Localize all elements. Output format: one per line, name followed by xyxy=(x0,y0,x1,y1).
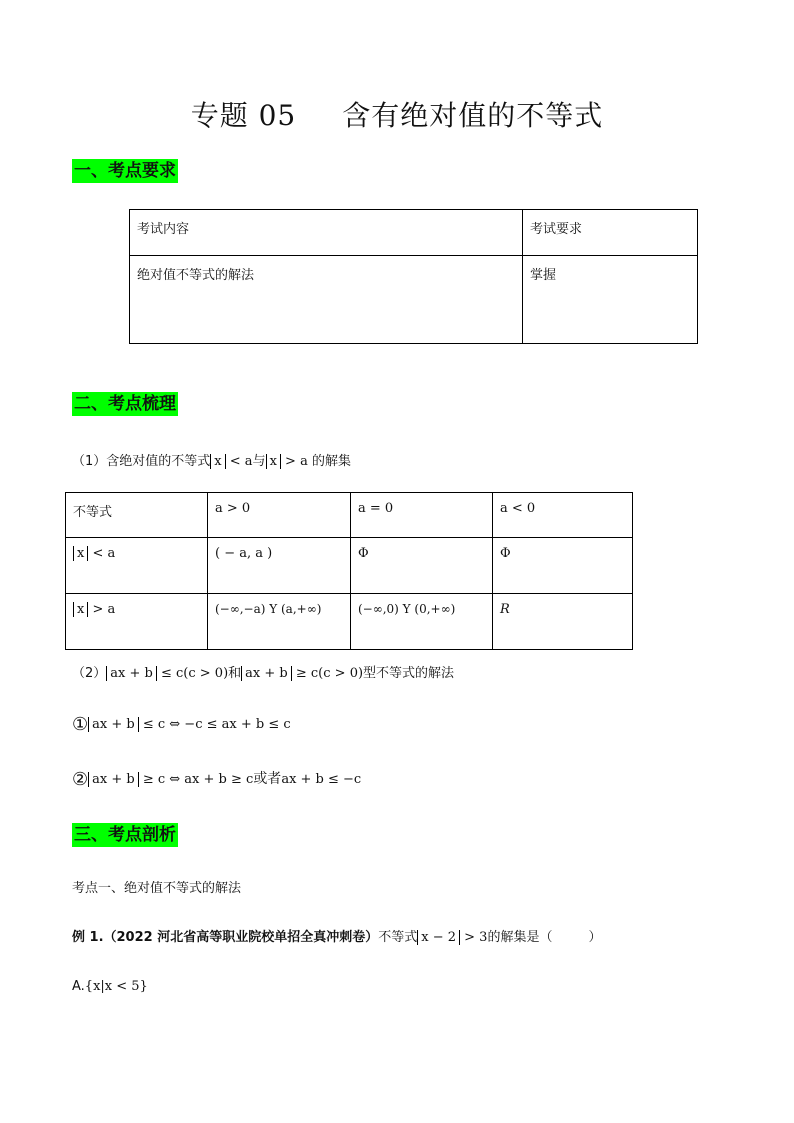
example-1: 例 1.（2022 河北省高等职业院校单招全真冲刺卷）不等式 x − 2 > 3的解集是（ ） xyxy=(72,930,602,945)
item-1-line: （1）含绝对值的不等式 x < a与 x > a 的解集 xyxy=(72,454,351,469)
sol-row1-ineq: x < a xyxy=(66,538,208,594)
req-cell-content: 绝对值不等式的解法 xyxy=(130,256,523,344)
title-part2: 含有绝对值的不等式 xyxy=(342,99,604,132)
req-cell-requirement: 掌握 xyxy=(523,256,698,344)
option-a: A.{x|x < 5} xyxy=(72,979,148,994)
sol-header-a-pos: a > 0 xyxy=(208,493,351,538)
sol-header-a-neg: a < 0 xyxy=(493,493,633,538)
sol-header-a-zero: a = 0 xyxy=(351,493,493,538)
section-heading-2: 二、考点梳理 xyxy=(74,394,176,414)
kaodian-1: 考点一、绝对值不等式的解法 xyxy=(72,881,242,896)
title-part1: 专题 05 xyxy=(190,99,297,132)
req-header-content: 考试内容 xyxy=(130,210,523,256)
item-2-line: （2） ax + b ≤ c(c > 0)和 ax + b ≥ c(c > 0)型不等式的解法 xyxy=(72,666,455,681)
sol-header-ineq: 不等式 xyxy=(66,493,208,538)
solution-set-table xyxy=(65,492,633,650)
section-heading-1: 一、考点要求 xyxy=(74,161,176,181)
sol-row2-a-neg: R xyxy=(493,594,633,650)
sol-row1-a-pos: ( − a, a ) xyxy=(208,538,351,594)
sol-row2-a-pos: (−∞,−a) Y (a,+∞) xyxy=(208,594,351,650)
req-header-requirement: 考试要求 xyxy=(523,210,698,256)
sol-row2-a-zero: (−∞,0) Y (0,+∞) xyxy=(351,594,493,650)
rule-1-line: ① ax + b ≤ c ⇔ −c ≤ ax + b ≤ c xyxy=(72,714,291,735)
sol-row2-ineq: x > a xyxy=(66,594,208,650)
page-title xyxy=(0,94,794,134)
sol-row1-a-neg: Φ xyxy=(493,538,633,594)
requirements-table xyxy=(129,209,698,344)
sol-row1-a-zero: Φ xyxy=(351,538,493,594)
rule-2-line: ② ax + b ≥ c ⇔ ax + b ≥ c或者ax + b ≤ −c xyxy=(72,769,362,790)
section-heading-3: 三、考点剖析 xyxy=(74,825,176,845)
